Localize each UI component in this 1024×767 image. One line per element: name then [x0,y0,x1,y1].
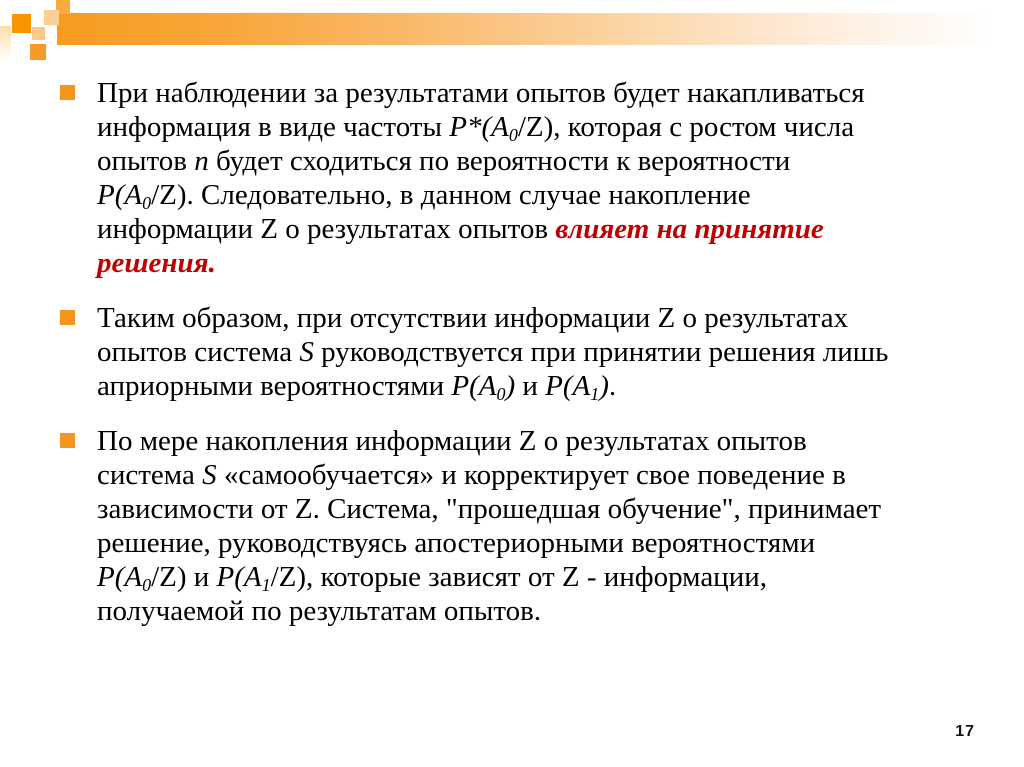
text-segment: получаемой по результатам опытов. [97,595,542,627]
text-segment: P*(A [449,111,509,143]
text-line [97,212,865,246]
deco-square-bottom [30,44,46,60]
header-gradient-bar [57,13,1024,45]
text-segment: ) [599,370,609,402]
bullet-item [60,424,990,628]
text-segment: S [202,459,217,491]
text-segment: Таким образом, при отсутствии информации Z о результатах [97,302,849,334]
text-segment: опытов система [97,336,300,368]
text-line [97,526,881,560]
subscript-text: 1 [261,575,271,596]
bullet-paragraph [97,301,888,403]
text-line [97,246,865,280]
text-segment: P(A [216,561,262,593]
text-segment: зависимости от Z. Система, "прошедшая обучение", принимает [97,493,882,525]
text-line [97,301,888,335]
text-segment: n [194,145,209,177]
text-segment: P(A [97,561,143,593]
text-segment: По мере накопления информации Z о результатах опытов [97,425,807,457]
text-line [97,458,881,492]
text-line [97,76,865,110]
text-segment: /Z). Следовательно, в данном случае накопление [151,179,751,211]
subscript-text: 1 [590,384,600,405]
text-segment: /Z) [151,561,187,593]
text-segment: система [97,459,203,491]
text-segment: ) [505,370,516,402]
deco-square-light-lower [32,27,45,40]
text-segment: «самообучается» и корректирует свое поведение в [216,459,846,491]
deco-square-light-upper [44,10,59,25]
subscript-text: 0 [142,193,152,214]
text-line [97,594,881,628]
text-line [97,144,865,178]
subscript-text: 0 [496,384,506,405]
text-segment: При наблюдении за результатами опытов будет накапливаться [97,77,865,109]
text-segment: опытов [97,145,195,177]
text-segment: P(A [545,370,591,402]
text-segment: . [608,370,617,402]
text-segment: S [299,336,314,368]
text-segment: информация в виде частоты [97,111,450,143]
text-segment: будет сходиться по вероятности к вероятности [208,145,791,177]
bullet-square-icon [60,85,75,100]
text-line [97,110,865,144]
text-line [97,178,865,212]
bullet-paragraph [97,424,881,628]
text-segment: решение, руководствуясь апостериорными вероятностями [97,527,816,559]
subscript-text: 0 [142,575,152,596]
text-line [97,335,888,369]
text-line [97,369,888,403]
text-segment: P(A [451,370,497,402]
subscript-text: 0 [508,125,518,146]
text-segment: /Z), которая с ростом числа [517,111,855,143]
text-segment: /Z), которые зависят от Z - информации, [270,561,767,593]
deco-left-strip [0,26,11,62]
text-line [97,492,881,526]
emphasis-text: влияет на принятие [555,213,824,245]
text-segment: априорными вероятностями [97,370,452,402]
text-segment: и [515,370,546,402]
emphasis-text: решения. [97,247,216,279]
text-segment: руководствуется при принятии решения лишь [313,336,889,368]
text-segment: P(A [97,179,143,211]
deco-square-bright [12,14,31,33]
page-number: 17 [955,723,975,740]
bullet-paragraph [97,76,865,280]
bullet-square-icon [60,433,75,448]
bullet-item [60,76,990,280]
bullet-item [60,301,990,403]
text-line [97,560,881,594]
text-segment: информации Z о результатах опытов [97,213,556,245]
bullet-square-icon [60,310,75,325]
text-line [97,424,881,458]
text-segment: и [186,561,217,593]
slide-body [60,76,990,649]
